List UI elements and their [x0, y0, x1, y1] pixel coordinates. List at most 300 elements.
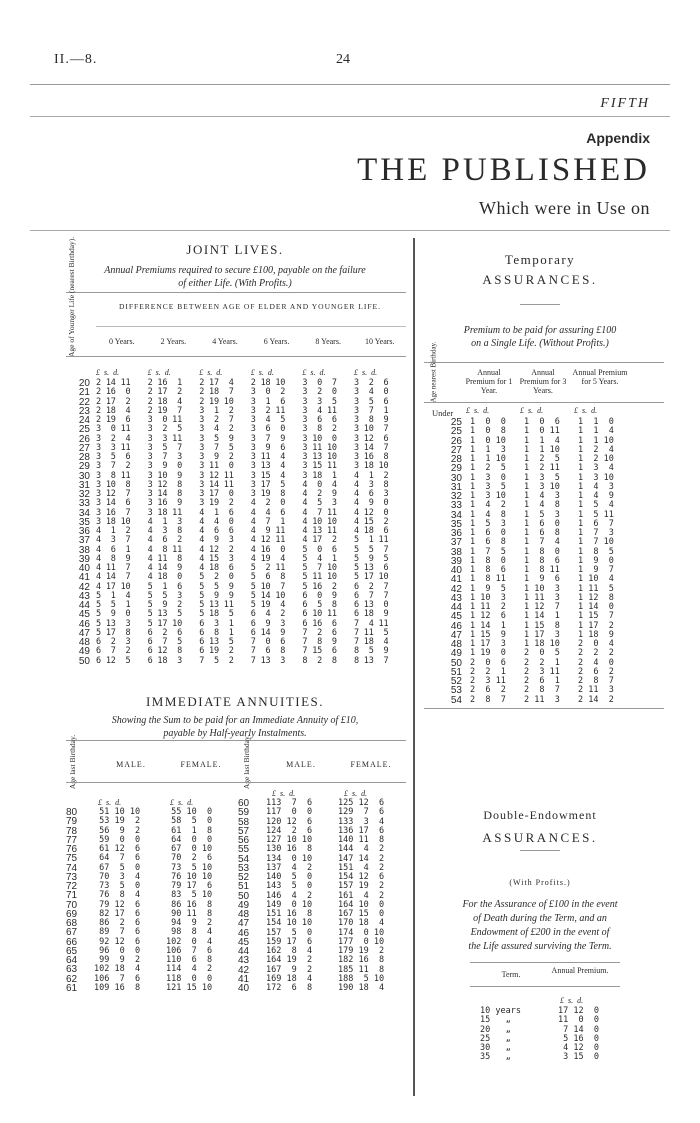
- male-value: 127 10 10: [266, 835, 313, 845]
- table-cell: 6 14 9: [250, 627, 286, 638]
- joint-lives-age-header-text: Age of Younger Life (nearest Birthday).: [67, 236, 76, 357]
- annuities-units-female-right: £ s. d.: [344, 789, 368, 798]
- table-cell: 4 13 11: [302, 526, 337, 536]
- table-cell: 1 8 6: [524, 555, 560, 566]
- male-value: 167 9 2: [266, 964, 313, 975]
- row-age: 74: [66, 862, 78, 874]
- table-cell: 3 17 5: [250, 479, 286, 490]
- table-cell: 1 2 5: [524, 454, 560, 464]
- female-value: 64 0 0: [166, 834, 213, 845]
- table-cell: 3 2 6: [353, 378, 389, 388]
- row-age: 58: [238, 816, 250, 828]
- table-cell: 3 5 9: [199, 433, 234, 444]
- divider: [520, 304, 560, 305]
- row-age: 36: [78, 526, 90, 537]
- table-cell: 4 5 3: [302, 498, 337, 509]
- table-cell: 3 14 7: [353, 442, 389, 453]
- table-cell: 6 10 11: [302, 609, 337, 620]
- divider: [30, 116, 670, 117]
- row-age: 46: [78, 618, 90, 630]
- table-cell: 4 4 6: [250, 507, 286, 518]
- table-cell: 1 6 7: [578, 518, 614, 529]
- row-age: 77: [66, 834, 78, 846]
- table-cell: 1 1 10: [578, 435, 614, 446]
- published-heading: THE PUBLISHED: [357, 152, 650, 188]
- table-cell: 1 5 3: [524, 509, 560, 520]
- row-age: 50: [238, 890, 250, 902]
- male-value: 130 16 8: [266, 844, 313, 855]
- table-cell: 1 15 9: [470, 629, 506, 640]
- table-cell: 1 0 0: [470, 417, 506, 427]
- joint-lives-subtitle: [60, 264, 410, 290]
- table-cell: 2 0 4: [578, 639, 614, 649]
- term-value: 10 years: [480, 1006, 521, 1016]
- temporary-age-header: [424, 341, 444, 402]
- row-age: 47: [78, 627, 90, 639]
- table-cell: 4 12 0: [353, 507, 389, 518]
- double-endowment-note-line3: Endowment of £200 in the event of: [470, 927, 610, 938]
- which-heading: Which were in Use on: [479, 198, 650, 218]
- double-endowment-units: £ s. d.: [560, 996, 584, 1005]
- row-age: 28: [78, 452, 90, 463]
- female-value: 90 11 8: [166, 908, 213, 919]
- table-cell: 1 1 0: [578, 417, 614, 427]
- table-cell: 1 0 8: [470, 426, 506, 437]
- table-cell: 6 16 6: [302, 618, 337, 629]
- table-cell: 1 11 5: [578, 583, 614, 594]
- table-cell: 1 4 2: [470, 500, 506, 511]
- premium-value: 7 14 0: [558, 1024, 599, 1035]
- joint-lives-difference-header: DIFFERENCE BETWEEN AGE OF ELDER AND YOUNGER LIFE.: [118, 302, 382, 311]
- row-age: 60: [238, 798, 250, 809]
- row-age: 80: [66, 807, 78, 818]
- temporary-note-line1: Premium to be paid for assuring £100: [463, 325, 617, 336]
- table-cell: 1 10 4: [578, 574, 614, 585]
- table-cell: 1 1 3: [470, 444, 506, 455]
- table-cell: 6 3 1: [199, 618, 234, 629]
- row-age: 32: [78, 489, 90, 500]
- row-age: 44: [78, 600, 90, 611]
- table-cell: 1 3 4: [578, 463, 614, 474]
- temporary-col1-header: Annual Premium for 1 Year.: [465, 368, 513, 395]
- table-cell: 1 2 11: [524, 463, 560, 474]
- male-value: 162 8 4: [266, 946, 313, 956]
- term-value: 35 „: [480, 1052, 511, 1063]
- row-age: 44: [238, 946, 250, 957]
- joint-lives-units: £ s. d.: [147, 368, 171, 377]
- row-age: 49: [450, 648, 462, 660]
- double-endowment-with-profits: (With Profits.): [509, 878, 571, 887]
- table-cell: 3 16 7: [96, 507, 131, 518]
- row-age: 63: [66, 964, 78, 976]
- table-cell: 1 7 5: [470, 546, 506, 557]
- table-cell: 3 7 9: [250, 433, 286, 444]
- table-cell: 6 13 5: [199, 637, 234, 647]
- male-value: 61 12 6: [94, 844, 141, 854]
- female-value: 79 17 6: [166, 881, 213, 891]
- table-cell: 3 11 0: [199, 461, 234, 472]
- male-value: 140 5 0: [266, 872, 313, 882]
- table-cell: 5 9 2: [147, 600, 183, 610]
- table-cell: 5 4 1: [302, 553, 337, 564]
- row-age: 43: [78, 590, 90, 602]
- table-cell: 3 10 0: [302, 433, 337, 444]
- male-value: 143 5 0: [266, 881, 313, 892]
- row-age: 48: [78, 637, 90, 648]
- table-cell: 1 2 5: [470, 463, 506, 474]
- table-cell: 7 6 8: [250, 646, 286, 657]
- female-value: 161 4 2: [338, 890, 385, 901]
- male-value: 120 12 6: [266, 816, 313, 827]
- row-age: 33: [78, 498, 90, 510]
- joint-lives-col-header: 4 Years.: [212, 337, 238, 346]
- divider: [66, 782, 406, 783]
- table-row: [480, 1053, 599, 1062]
- table-cell: 7 18 4: [353, 637, 389, 647]
- double-endowment-note: [420, 898, 660, 954]
- row-age: 69: [66, 908, 78, 920]
- row-age: 24: [78, 415, 90, 426]
- double-endowment-title-line2: ASSURANCES.: [482, 830, 598, 845]
- table-row: [238, 984, 408, 993]
- row-age: 50: [450, 657, 462, 669]
- table-cell: 2 17 2: [96, 396, 131, 407]
- annuities-female-header-right: FEMALE.: [350, 760, 392, 769]
- table-cell: 4 0 4: [302, 479, 337, 490]
- table-cell: 3 15 11: [302, 461, 337, 472]
- table-cell: 5 9 5: [353, 553, 389, 564]
- male-value: 79 12 6: [94, 899, 141, 910]
- table-cell: 3 18 1: [302, 470, 337, 481]
- table-cell: 6 18 3: [147, 655, 183, 666]
- male-value: 157 5 0: [266, 927, 313, 938]
- male-value: 109 16 8: [94, 982, 141, 993]
- row-age: 64: [66, 955, 78, 966]
- table-cell: 6 2 7: [353, 581, 389, 592]
- row-age: 50: [78, 655, 90, 667]
- row-age: 25: [78, 424, 90, 436]
- row-age: 21: [78, 387, 90, 399]
- table-cell: 2 19 6: [96, 415, 131, 425]
- row-age: 52: [450, 676, 462, 687]
- male-value: 67 5 0: [94, 862, 141, 873]
- joint-lives-subtitle-line1: Annual Premiums required to secure £100, payable on the failure: [104, 265, 366, 276]
- female-value: 106 7 6: [166, 945, 213, 956]
- annuities-table-right: [238, 799, 408, 993]
- table-cell: 1 6 8: [470, 537, 506, 548]
- row-age: 53: [238, 862, 250, 874]
- table-cell: 5 9 9: [199, 590, 234, 601]
- double-endowment-table: [480, 1007, 599, 1063]
- table-cell: 3 18 10: [353, 461, 389, 472]
- table-cell: 4 14 7: [96, 572, 131, 583]
- table-cell: 4 12 2: [199, 544, 234, 555]
- female-value: 129 7 6: [338, 807, 385, 818]
- annuities-units-female-left: £ s. d.: [170, 798, 194, 807]
- row-age: 39: [450, 555, 462, 567]
- table-cell: 3 4 2: [199, 424, 234, 435]
- table-cell: 1 14 1: [524, 611, 560, 622]
- table-cell: 3 10 8: [96, 479, 131, 490]
- term-value: 25 „: [480, 1033, 511, 1044]
- row-age: 41: [78, 572, 90, 584]
- table-cell: 1 15 7: [578, 611, 614, 622]
- table-cell: 6 12 8: [147, 646, 183, 657]
- table-cell: 3 7 2: [96, 461, 131, 472]
- table-cell: 3 4 11: [302, 405, 337, 416]
- table-cell: 5 14 10: [250, 590, 286, 601]
- row-age: 45: [78, 609, 90, 621]
- page-number: 24: [336, 52, 350, 67]
- table-cell: 1 8 11: [524, 565, 560, 575]
- row-age: 31: [450, 481, 462, 493]
- temporary-units-3: £ s. d.: [574, 406, 598, 415]
- row-age: 34: [450, 509, 462, 521]
- fifth-heading: FIFTH: [600, 96, 650, 111]
- male-value: 146 4 2: [266, 890, 313, 901]
- row-age: 38: [450, 546, 462, 558]
- table-cell: 4 15 2: [353, 516, 389, 527]
- table-cell: 3 12 7: [96, 489, 131, 499]
- temporary-title-line1: Temporary: [504, 252, 576, 267]
- premium-value: 4 12 0: [558, 1043, 599, 1053]
- table-cell: 1 17 3: [524, 629, 560, 640]
- annuities-table-left: [66, 808, 236, 993]
- row-age: 54: [238, 853, 250, 865]
- table-cell: 4 11 7: [96, 563, 131, 573]
- male-value: 73 5 0: [94, 881, 141, 891]
- table-cell: 3 19 8: [250, 489, 286, 499]
- joint-lives-subtitle-line2: of either Life. (With Profits.): [178, 278, 292, 289]
- row-age: 47: [238, 918, 250, 930]
- table-cell: 5 16 2: [302, 581, 337, 592]
- table-cell: 3 14 6: [96, 498, 131, 509]
- male-value: 117 0 0: [266, 807, 313, 818]
- table-cell: 4 1 2: [96, 526, 131, 536]
- divider: [470, 962, 620, 963]
- annuities-age-header-left: [62, 734, 84, 790]
- table-cell: 3 3 11: [96, 442, 131, 453]
- female-value: 151 4 2: [338, 862, 385, 873]
- row-age: 49: [78, 646, 90, 658]
- temporary-title-line2: ASSURANCES.: [482, 272, 598, 287]
- table-cell: 3 7 3: [147, 452, 183, 462]
- female-value: 83 5 10: [166, 890, 213, 901]
- row-age: 54: [450, 694, 462, 706]
- table-cell: 3 7 1: [353, 405, 389, 416]
- table-cell: 1 3 0: [470, 472, 506, 483]
- table-cell: 3 11 4: [250, 452, 286, 462]
- row-age: 40: [238, 983, 250, 994]
- table-cell: 1 11 2: [470, 602, 506, 612]
- table-cell: 1 4 9: [578, 491, 614, 501]
- table-cell: 4 6 2: [147, 535, 183, 546]
- temporary-under-label: Under: [432, 408, 454, 418]
- annuities-male-header-left: MALE.: [116, 760, 146, 769]
- table-cell: 2 16 0: [96, 387, 131, 398]
- table-cell: 1 8 0: [470, 555, 506, 566]
- table-cell: 1 7 4: [524, 537, 560, 548]
- female-value: 182 16 8: [338, 955, 385, 966]
- female-value: 110 6 8: [166, 955, 213, 965]
- female-value: 185 11 8: [338, 964, 385, 975]
- row-age: 53: [450, 685, 462, 697]
- table-cell: 4 1 3: [147, 516, 183, 527]
- table-cell: 6 2 6: [147, 627, 183, 638]
- table-cell: 1 18 10: [524, 639, 560, 649]
- table-cell: 1 7 10: [578, 537, 614, 548]
- female-value: 76 10 10: [166, 871, 213, 882]
- row-age: 45: [450, 611, 462, 623]
- table-cell: 3 18 10: [96, 516, 131, 527]
- table-cell: 3 9 2: [199, 452, 234, 462]
- table-cell: 3 19 2: [199, 498, 234, 509]
- row-age: 61: [66, 982, 78, 994]
- term-value: 15 „: [480, 1015, 511, 1026]
- annuities-units-male-left: £ s. d.: [98, 798, 122, 807]
- table-cell: 3 12 6: [353, 433, 389, 444]
- table-cell: 5 0 6: [302, 544, 337, 555]
- row-age: 78: [66, 825, 78, 837]
- table-cell: 6 0 9: [302, 590, 337, 601]
- table-cell: 4 1 6: [199, 507, 234, 518]
- female-value: 144 4 2: [338, 844, 385, 855]
- male-value: 59 0 0: [94, 834, 141, 845]
- row-age: 68: [66, 918, 78, 929]
- table-cell: 1 10 3: [470, 592, 506, 603]
- table-cell: 4 18 6: [199, 563, 234, 573]
- divider: [424, 708, 664, 709]
- row-age: 57: [238, 825, 250, 837]
- row-age: 76: [66, 844, 78, 855]
- table-cell: 1 6 8: [524, 528, 560, 538]
- row-age: 47: [450, 629, 462, 641]
- table-cell: 5 9 0: [96, 609, 131, 620]
- male-value: 154 10 10: [266, 918, 313, 929]
- row-age: 43: [238, 955, 250, 967]
- table-cell: 3 14 11: [199, 479, 234, 490]
- joint-lives-title: JOINT LIVES.: [186, 242, 284, 257]
- table-cell: 5 1 11: [353, 535, 389, 546]
- table-cell: 4 15 3: [199, 553, 234, 564]
- male-value: 76 8 4: [94, 890, 141, 901]
- table-cell: 1 4 3: [578, 481, 614, 492]
- annuities-age-header-right-text: Age last Birthday.: [242, 734, 252, 790]
- table-cell: 6 19 2: [199, 646, 234, 657]
- table-cell: 1 3 10: [524, 481, 560, 492]
- table-cell: 3 5 6: [353, 396, 389, 407]
- row-age: 46: [450, 620, 462, 632]
- table-cell: 2 2 1: [524, 657, 560, 668]
- divider: [66, 740, 406, 741]
- male-value: 51 10 10: [94, 807, 141, 817]
- table-cell: 4 3 8: [353, 479, 389, 490]
- table-cell: 3 14 8: [147, 489, 183, 499]
- table-cell: 2 17 2: [147, 387, 183, 398]
- table-cell: 6 4 2: [250, 609, 286, 620]
- table-cell: 3 8 9: [353, 415, 389, 425]
- row-age: 22: [78, 396, 90, 408]
- female-value: 136 17 6: [338, 825, 385, 836]
- table-cell: 6 13 0: [353, 600, 389, 610]
- female-value: 98 8 4: [166, 927, 213, 938]
- row-age: 40: [78, 563, 90, 574]
- female-value: 154 12 6: [338, 872, 385, 882]
- table-cell: 6 12 5: [96, 655, 131, 666]
- row-age: 37: [450, 537, 462, 549]
- table-cell: 7 4 11: [353, 618, 389, 629]
- table-cell: 1 1 10: [470, 454, 506, 464]
- table-cell: 4 17 2: [302, 535, 337, 546]
- table-cell: 1 1 4: [578, 426, 614, 437]
- row-age: 45: [238, 936, 250, 948]
- female-value: 157 19 2: [338, 881, 385, 892]
- female-value: 179 19 2: [338, 946, 385, 956]
- female-value: 86 16 8: [166, 899, 213, 910]
- double-endowment-note-line4: the Life assured surviving the Term.: [468, 941, 612, 952]
- table-cell: 6 7 5: [147, 637, 183, 647]
- joint-lives-col-header: 10 Years.: [364, 337, 395, 346]
- double-endowment-title-line1: Double-Endowment: [483, 808, 597, 822]
- row-age: 28: [450, 454, 462, 465]
- divider: [66, 356, 406, 357]
- table-cell: 3 12 8: [147, 479, 183, 490]
- male-value: 53 19 2: [94, 816, 141, 827]
- row-age: 30: [450, 472, 462, 484]
- table-cell: 3 5 6: [96, 452, 131, 462]
- male-value: 96 0 0: [94, 945, 141, 956]
- table-cell: 2 18 10: [250, 378, 286, 388]
- female-value: 73 5 10: [166, 862, 213, 873]
- table-cell: 5 17 8: [96, 627, 131, 638]
- table-cell: 2 8 7: [524, 685, 560, 696]
- male-value: 89 7 6: [94, 927, 141, 938]
- table-cell: 4 9 3: [199, 535, 234, 546]
- table-cell: 4 11 8: [147, 553, 183, 564]
- row-age: 52: [238, 872, 250, 883]
- female-value: 70 2 6: [166, 853, 213, 864]
- female-value: 94 9 2: [166, 918, 213, 928]
- table-cell: 2 2 1: [470, 666, 506, 677]
- male-value: 169 18 4: [266, 973, 313, 984]
- male-value: 149 0 10: [266, 899, 313, 910]
- table-cell: 2 0 5: [524, 648, 560, 659]
- row-age: 33: [450, 500, 462, 512]
- table-cell: 2 8 7: [470, 694, 506, 705]
- temporary-col3-header: Annual Premium for 5 Years.: [572, 368, 628, 386]
- premium-value: 3 15 0: [558, 1052, 599, 1063]
- table-cell: 1 8 11: [470, 574, 506, 585]
- table-cell: 5 13 5: [147, 609, 183, 620]
- column-divider: [413, 238, 415, 1096]
- table-cell: 1 0 10: [470, 435, 506, 446]
- table-cell: 8 13 7: [353, 655, 389, 666]
- table-cell: 4 18 0: [147, 572, 183, 583]
- row-age: 23: [78, 405, 90, 417]
- table-cell: 4 17 10: [96, 581, 131, 592]
- double-endowment-premium-header: Annual Premium.: [551, 966, 609, 975]
- table-cell: 1 10 3: [524, 583, 560, 594]
- table-cell: 1 2 10: [578, 454, 614, 464]
- table-cell: 3 2 7: [199, 415, 234, 425]
- table-cell: 5 13 6: [353, 563, 389, 573]
- table-cell: 3 3 5: [302, 396, 337, 407]
- table-cell: 6 9 3: [250, 618, 286, 629]
- row-age: 59: [238, 807, 250, 819]
- table-cell: 1 3 5: [524, 472, 560, 483]
- table-cell: 2 18 4: [96, 405, 131, 416]
- table-cell: 5 17 10: [353, 572, 389, 583]
